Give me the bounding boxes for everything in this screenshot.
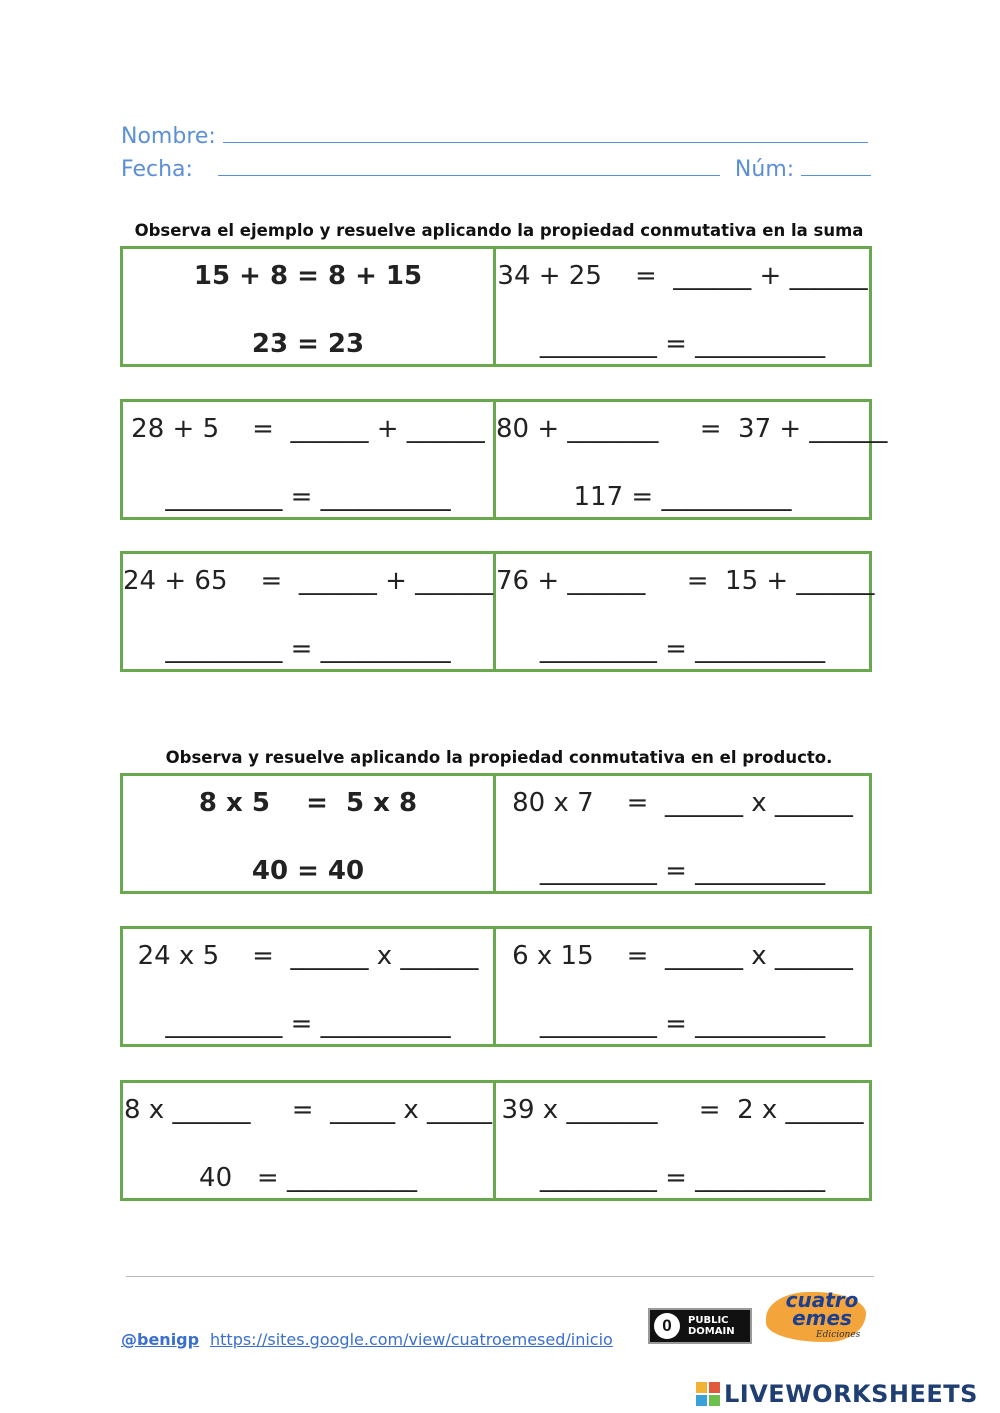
instruction-producto: Observa y resuelve aplicando la propiedad conmutativa en el producto. <box>165 748 833 767</box>
exercise-line[interactable]: _________ = __________ <box>165 634 451 664</box>
liveworksheets-text: LIVEWORKSHEETS <box>724 1380 978 1408</box>
fecha-label: Fecha: <box>121 157 193 182</box>
website-link[interactable]: https://sites.google.com/view/cuatroemesed/inicio <box>210 1330 613 1349</box>
exercise-box <box>120 926 872 1047</box>
exercise-line[interactable]: _________ = __________ <box>165 1009 451 1039</box>
exercise-box <box>120 399 888 520</box>
fecha-field[interactable] <box>218 155 720 176</box>
instruction-suma: Observa el ejemplo y resuelve aplicando la propiedad conmutativa en la suma <box>134 221 864 240</box>
exercise-cell <box>123 776 496 891</box>
exercise-line[interactable]: 8 x ______ = _____ x _____ <box>123 1095 492 1125</box>
exercise-line[interactable]: 80 x 7 = ______ x ______ <box>512 788 853 818</box>
exercise-cell[interactable] <box>496 929 869 1044</box>
nombre-row <box>121 122 868 149</box>
num-field[interactable] <box>801 155 871 176</box>
exercise-line[interactable]: 117 = __________ <box>573 482 792 512</box>
exercise-box <box>120 1080 872 1201</box>
exercise-cell[interactable] <box>496 776 869 891</box>
exercise-line[interactable]: _________ = __________ <box>539 1163 826 1193</box>
nombre-label: Nombre: <box>121 124 216 149</box>
exercise-line[interactable]: 80 + _______ = 37 + ______ <box>496 414 888 444</box>
logo-word: Ediciones <box>816 1330 861 1340</box>
public-domain-badge <box>648 1308 752 1344</box>
fecha-row <box>121 155 871 182</box>
exercise-cell[interactable] <box>496 1083 869 1198</box>
exercise-cell[interactable] <box>496 402 888 517</box>
author-handle-link[interactable]: @benigp <box>121 1330 200 1349</box>
exercise-line[interactable]: 76 + ______ = 15 + ______ <box>496 566 875 596</box>
exercise-line[interactable]: _________ = __________ <box>539 329 826 359</box>
exercise-line[interactable]: _________ = __________ <box>539 1009 826 1039</box>
exercise-line[interactable]: 24 x 5 = ______ x ______ <box>137 941 479 971</box>
exercise-cell[interactable] <box>123 554 496 669</box>
exercise-line: 40 = 40 <box>251 856 365 886</box>
exercise-line[interactable]: _________ = __________ <box>539 856 826 886</box>
exercise-line: 23 = 23 <box>251 329 365 359</box>
exercise-box <box>120 773 872 894</box>
exercise-box <box>120 246 872 367</box>
logo-word: emes <box>792 1306 852 1330</box>
exercise-line[interactable]: 34 + 25 = ______ + ______ <box>497 261 868 291</box>
exercise-line[interactable]: _________ = __________ <box>165 482 451 512</box>
exercise-line[interactable]: 40 = __________ <box>199 1163 417 1193</box>
nombre-field[interactable] <box>223 122 868 143</box>
exercise-line[interactable]: 24 + 65 = ______ + ______ <box>123 566 494 596</box>
exercise-cell <box>123 249 496 364</box>
public-domain-icon: 0 <box>654 1313 680 1339</box>
exercise-cell[interactable] <box>123 1083 496 1198</box>
exercise-cell[interactable] <box>496 554 875 669</box>
liveworksheets-icon <box>696 1382 720 1406</box>
pd-line: DOMAIN <box>688 1326 735 1337</box>
exercise-line[interactable]: _________ = __________ <box>539 634 826 664</box>
pd-line: PUBLIC <box>688 1315 729 1326</box>
liveworksheets-watermark <box>696 1380 978 1408</box>
public-domain-label <box>688 1315 735 1337</box>
exercise-line: 15 + 8 = 8 + 15 <box>193 261 423 291</box>
exercise-line[interactable]: 28 + 5 = ______ + ______ <box>131 414 485 444</box>
exercise-cell[interactable] <box>496 249 869 364</box>
cuatro-emes-logo <box>766 1286 870 1346</box>
exercise-box <box>120 551 875 672</box>
exercise-line[interactable]: 39 x _______ = 2 x ______ <box>501 1095 864 1125</box>
exercise-cell[interactable] <box>123 929 496 1044</box>
exercise-cell[interactable] <box>123 402 496 517</box>
footer-divider <box>126 1276 874 1277</box>
logo-word: cuatro <box>785 1288 859 1312</box>
exercise-line: 8 x 5 = 5 x 8 <box>198 788 418 818</box>
num-label: Núm: <box>734 157 795 182</box>
exercise-line[interactable]: 6 x 15 = ______ x ______ <box>512 941 853 971</box>
